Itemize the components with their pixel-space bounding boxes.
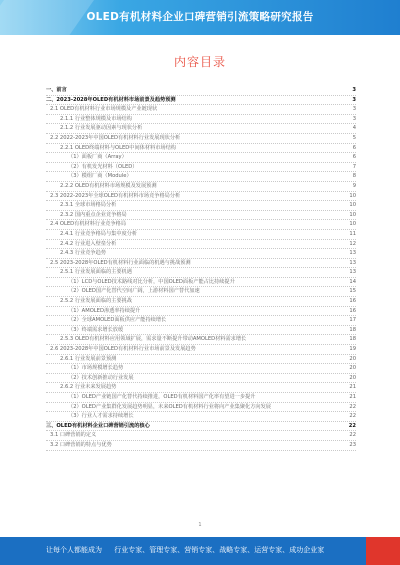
toc-entry[interactable] (46, 124, 356, 134)
toc-entry[interactable] (46, 134, 356, 144)
toc-entry-title: 2.6.2 行业未来发展趋势 (60, 384, 117, 391)
report-title: OLED有机材料企业口碑营销引流策略研究报告 (86, 11, 314, 23)
toc-entry[interactable] (46, 441, 356, 451)
toc-entry-page: 3 (352, 96, 356, 103)
toc-entry-page: 14 (349, 278, 356, 285)
toc-entry-title: 2.5.1 行业发展面临的主要机遇 (60, 269, 132, 276)
toc-entry[interactable] (46, 422, 356, 432)
toc-entry-page: 10 (349, 211, 356, 218)
toc-entry[interactable] (46, 192, 356, 202)
toc-entry-page: 22 (349, 413, 356, 420)
toc-entry[interactable] (46, 268, 356, 278)
toc-entry-title: （3）行业人才需求持续增长 (68, 413, 134, 420)
toc-entry-page: 19 (349, 346, 356, 353)
toc-entry-title: 2.2.1 OLED终端材料与OLED中间体材料市场结构 (60, 144, 176, 151)
toc-entry[interactable] (46, 249, 356, 259)
footer-accent (366, 537, 400, 565)
toc-entry-title: （1）AMOLED渗透率持续提升 (68, 307, 141, 314)
toc-entry-title: 2.5.2 行业发展面临的主要挑战 (60, 298, 132, 305)
toc-entry-page: 21 (349, 394, 356, 400)
toc-entry[interactable] (46, 374, 356, 384)
toc-entry-title: 2.2.2 OLED有机材料市场规模及发展预测 (60, 182, 157, 189)
footer-tag: 运营专家、 (254, 546, 290, 554)
toc-entry-page: 13 (349, 259, 356, 266)
toc-entry[interactable] (46, 326, 356, 336)
toc-entry-page: 17 (349, 317, 356, 324)
toc-entry-page: 15 (349, 288, 356, 295)
toc-entry-page: 10 (349, 202, 356, 209)
report-header (0, 0, 400, 35)
toc-entry-title: 2.3.1 全球市场格局分析 (60, 202, 117, 209)
toc-entry-page: 20 (349, 365, 356, 372)
toc-entry-title: 2.6.1 行业发展前景预测 (60, 355, 117, 362)
footer-bar (0, 537, 400, 565)
toc-entry-title: 三、OLED有机材料企业口碑营销引流的核心 (46, 422, 150, 429)
toc-entry-title: 2.2 2022-2023年中国OLED有机材料行业发展现状分析 (50, 134, 181, 141)
footer-tag: 战略专家、 (219, 546, 255, 554)
toc-entry[interactable] (46, 431, 356, 441)
toc-entry-page: 12 (349, 240, 356, 247)
toc-entry[interactable] (46, 163, 356, 173)
toc-entry-page: 6 (352, 144, 356, 151)
toc-entry-title: （1）市场规模增长趋势 (68, 365, 124, 372)
toc-entry-title: 3.2 口碑营销的特点与优势 (50, 441, 112, 448)
toc-entry-page: 10 (349, 192, 356, 199)
toc-entry-page: 8 (352, 173, 356, 180)
toc-entry-title: 2.4.2 行业进入壁垒分析 (60, 240, 117, 247)
toc-entry-page: 4 (352, 125, 356, 132)
toc-entry[interactable] (46, 144, 356, 154)
toc-entry[interactable] (46, 240, 356, 250)
footer-tags (114, 546, 324, 554)
toc-entry[interactable] (46, 230, 356, 240)
toc-entry-title: （3）模组厂商（Module） (68, 173, 132, 180)
toc-entry-page: 7 (352, 163, 356, 170)
toc-entry[interactable] (46, 287, 356, 297)
toc-entry[interactable] (46, 105, 356, 115)
toc-entry[interactable] (46, 307, 356, 317)
toc-entry-title: 3.1 口碑营销的定义 (50, 432, 97, 439)
toc-entry-title: 一、前言 (46, 87, 67, 93)
footer-slogan: 让每个人都能成为 (46, 546, 102, 554)
toc-entry-title: 2.4.1 行业竞争格局与集中度分析 (60, 230, 138, 237)
toc-entry-title: （2）OLED国产化替代空间广阔，上游材料国产替代加速 (68, 288, 200, 295)
toc-entry-title: 2.4 OLED有机材料行业竞争格局 (50, 221, 127, 228)
toc-entry-page: 16 (349, 307, 356, 314)
toc-entry[interactable] (46, 153, 356, 163)
toc-entry-page: 21 (349, 384, 356, 391)
toc-entry-page: 23 (349, 441, 356, 448)
toc-entry-title: 二、2023-2028年OLED有机材料市场前景及趋势预测 (46, 96, 176, 103)
footer-text (46, 545, 324, 555)
toc-entry-title: 2.4.3 行业竞争趋势 (60, 250, 106, 257)
toc-entry-title: 2.1.2 行业发展驱动因素与现状分析 (60, 125, 143, 132)
toc-title: 内容目录 (173, 55, 226, 69)
toc-entry[interactable] (46, 355, 356, 365)
toc-entry[interactable] (46, 403, 356, 413)
toc-entry-page: 16 (349, 298, 356, 305)
footer-tag: 成功企业家 (289, 546, 325, 554)
toc-entry-title: （3）终端需求增长放缓 (68, 326, 124, 333)
toc-entry-page: 22 (349, 432, 356, 439)
toc-entry-page: 5 (352, 134, 356, 141)
toc-entry-page: 9 (352, 182, 356, 189)
toc-entry-title: 2.3.2 国内重点企业竞争格局 (60, 211, 127, 218)
footer-tag: 营销专家、 (184, 546, 220, 554)
toc-entry[interactable] (46, 297, 356, 307)
toc-entry[interactable] (46, 259, 356, 269)
toc-entry-title: （2）OLED产业集群化发展趋势明显，未来OLED有机材料行业将向产业集聚化方向发展 (68, 403, 271, 410)
toc-entry-title: （2）全球AMOLED面板供应产能持续增长 (68, 317, 167, 324)
toc-entry-page: 20 (349, 374, 356, 381)
toc-entry-page: 3 (352, 87, 356, 93)
toc-entry-page: 10 (349, 221, 356, 228)
footer-tag: 管理专家、 (149, 546, 185, 554)
toc-entry[interactable] (46, 364, 356, 374)
toc-entry[interactable] (46, 278, 356, 288)
toc-entry-page: 22 (349, 403, 356, 410)
toc-entry-page: 11 (349, 230, 356, 237)
toc-entry-page: 13 (349, 250, 356, 257)
toc-entry-page: 20 (349, 355, 356, 362)
toc-entry[interactable] (46, 182, 356, 192)
toc-entry-title: 2.1.1 行业整体规模及市场结构 (60, 115, 132, 122)
toc-entry-title: 2.3 2022-2023年全球OLED有机材料市场竞争格局分析 (50, 192, 181, 199)
toc-entry-title: （2）技术创新推动行业发展 (68, 374, 134, 381)
toc-entry[interactable] (46, 393, 356, 403)
toc-entry[interactable] (46, 412, 356, 422)
toc-entry[interactable] (46, 345, 356, 355)
toc-entry[interactable] (46, 86, 356, 96)
page-number: 1 (198, 522, 202, 528)
toc-entry-title: 2.1 OLED有机材料行业市场规模及产业链现状 (50, 106, 158, 113)
toc-entry-page: 18 (349, 326, 356, 333)
toc-entry-page: 22 (348, 422, 356, 429)
toc-entry[interactable] (46, 201, 356, 211)
toc-entry-page: 6 (352, 154, 356, 161)
toc-entry[interactable] (46, 172, 356, 182)
toc-entry[interactable] (46, 96, 356, 106)
toc-entry[interactable] (46, 383, 356, 393)
footer-tag: 行业专家、 (114, 546, 150, 554)
toc-entry-title: 2.5.3 OLED有机材料应用领域扩展，需求量不断提升带动AMOLED材料需求增长 (60, 336, 247, 343)
toc-entry[interactable] (46, 211, 356, 221)
toc-entry-page: 3 (352, 115, 356, 122)
toc-entry-title: 2.5 2023-2028年OLED有机材料行业面临的机遇与挑战预测 (50, 259, 191, 266)
toc-entry-title: （1）LCD与OLED技术路线对比分析，中国OLED面板产能占比持续提升 (68, 278, 235, 285)
toc-entry-title: （2）有机发光材料（OLED） (68, 163, 138, 170)
toc-entry[interactable] (46, 220, 356, 230)
toc-entry-title: （1）OLED产业链国产化替代持续推进，OLED有机材料国产化率有望进一步提升 (68, 394, 256, 400)
toc-entry[interactable] (46, 115, 356, 125)
table-of-contents (46, 86, 356, 451)
toc-entry-title: 2.6 2023-2028年中国OLED有机材料行业市场前景及发展趋势 (50, 346, 196, 353)
toc-entry-page: 18 (349, 336, 356, 343)
toc-entry[interactable] (46, 316, 356, 326)
toc-entry[interactable] (46, 335, 356, 345)
toc-entry-title: （1）面板厂商（Array） (68, 154, 127, 161)
toc-entry-page: 13 (349, 269, 356, 276)
toc-entry-page: 3 (352, 106, 356, 113)
